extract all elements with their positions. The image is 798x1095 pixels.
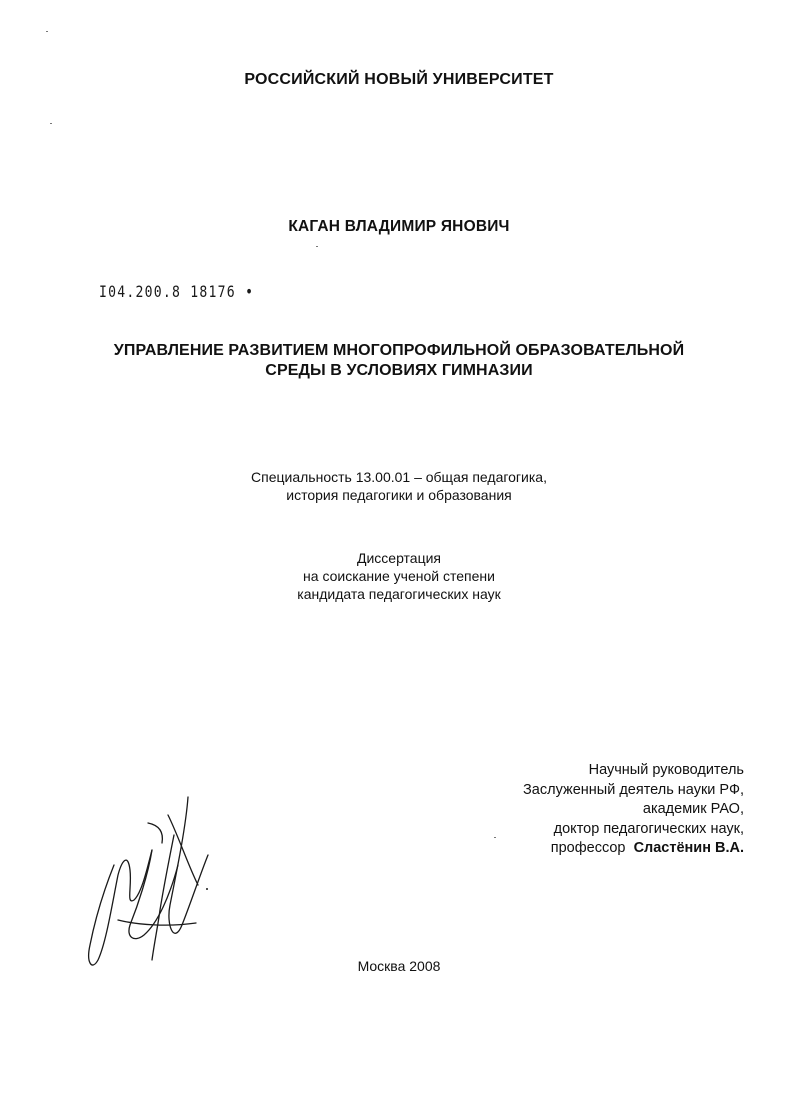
scan-speck (494, 837, 496, 838)
stamp-number: 04.200.8 18176 (108, 282, 236, 301)
supervisor-name: Сластёнин В.А. (633, 840, 744, 856)
scan-speck (46, 31, 48, 32)
supervisor-block (523, 761, 744, 859)
title-line-2: СРЕДЫ В УСЛОВИЯХ ГИМНАЗИИ (265, 362, 533, 379)
specialty-line-2: история педагогики и образования (286, 487, 512, 503)
dissertation-type-block (0, 549, 798, 603)
supervisor-line-4: доктор педагогических наук, (553, 820, 744, 837)
registration-stamp (99, 282, 254, 301)
supervisor-line-2: Заслуженный деятель науки РФ, (523, 781, 744, 798)
dissertation-line-3: кандидата педагогических наук (297, 586, 501, 602)
specialty-line-1: Специальность 13.00.01 – общая педагогика, (251, 469, 547, 485)
university-name: РОССИЙСКИЙ НОВЫЙ УНИВЕРСИТЕТ (244, 71, 554, 88)
supervisor-line-3: академик РАО, (642, 801, 744, 817)
supervisor-title: профессор (550, 840, 626, 856)
scan-speck (316, 246, 318, 247)
author-name: КАГАН ВЛАДИМИР ЯНОВИЧ (288, 218, 510, 235)
specialty-block (0, 468, 798, 504)
title-line-1: УПРАВЛЕНИЕ РАЗВИТИЕМ МНОГОПРОФИЛЬНОЙ ОБРАЗОВАТЕЛЬНОЙ (113, 342, 685, 359)
handwritten-signature (78, 795, 218, 975)
dissertation-title (0, 341, 798, 381)
supervisor-line-1: Научный руководитель (588, 762, 744, 778)
scan-speck (50, 123, 52, 124)
stamp-prefix: I (99, 282, 109, 301)
dissertation-line-1: Диссертация (356, 550, 442, 566)
supervisor-line-5 (523, 839, 744, 859)
city-year: Москва 2008 (357, 958, 441, 974)
dissertation-line-2: на соискание ученой степени (303, 568, 495, 584)
stamp-mark: • (235, 282, 255, 301)
